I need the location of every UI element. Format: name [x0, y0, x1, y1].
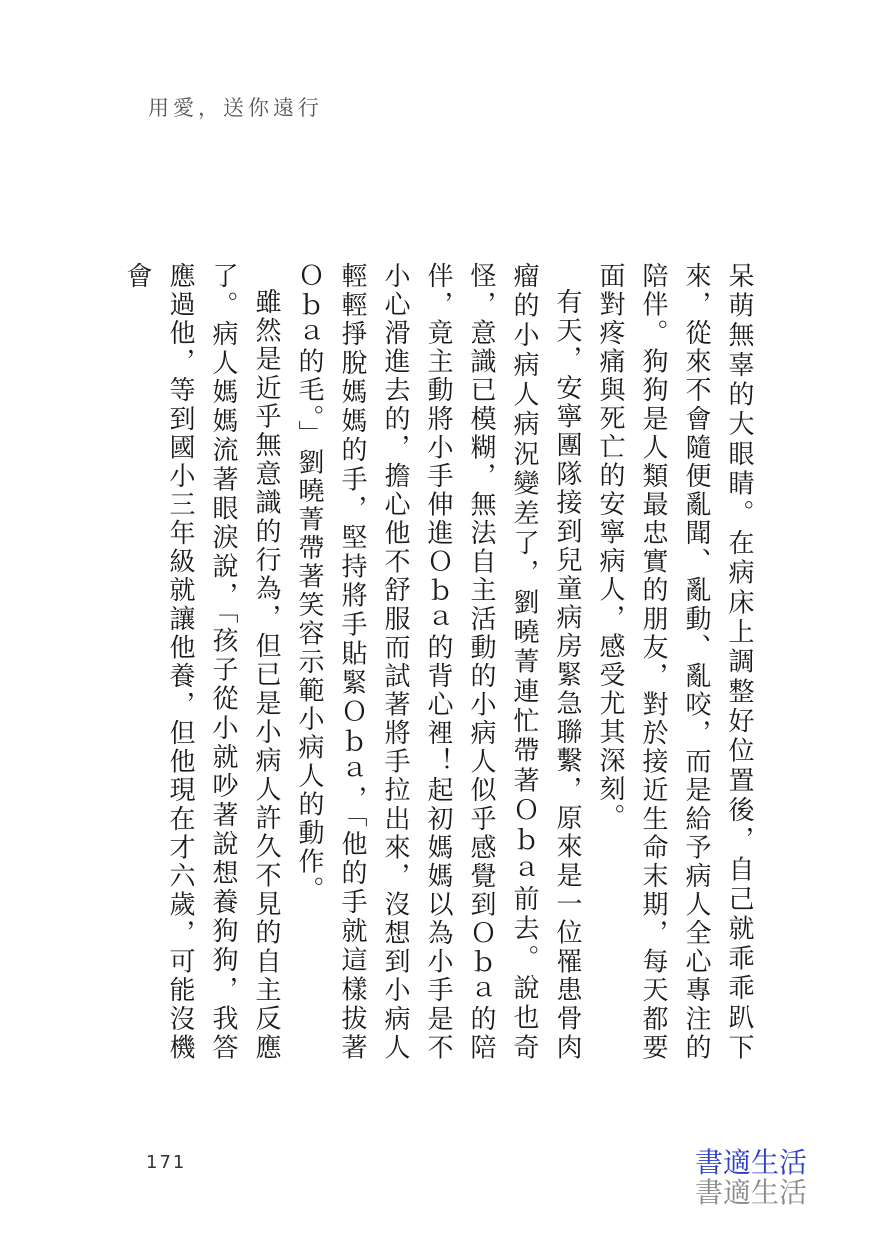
page-number: 171	[146, 1152, 187, 1173]
watermark-line: 書適生活	[695, 1146, 808, 1179]
body-text	[122, 262, 760, 1062]
watermark-line: 書適生活	[695, 1176, 808, 1209]
paragraph: 有天，安寧團隊接到兒童病房緊急聯繫，原來是一位罹患骨肉瘤的小病人病況變差了，劉曉菁連忙帶著Ｏｂａ前去。說也奇怪，意識已模糊，無法自主活動的小病人似乎感覺到Ｏｂａ的陪伴，竟主動將小手伸進Ｏｂａ的背心裡！起初媽媽以為小手是不小心滑進去的，擔心他不舒服而試著將手拉出來，沒想到小病人輕輕掙脫媽媽的手，堅持將手貼緊Ｏｂａ，「他的手就這樣拔著Ｏｂａ的毛。」劉曉菁帶著笑容示範小病人的動作。	[294, 262, 582, 1062]
publisher-watermark	[695, 1148, 807, 1208]
running-head-title: 用愛，送你遠行	[148, 96, 323, 120]
paragraph: 雖然是近乎無意識的行為，但已是小病人許久不見的自主反應了。病人媽媽流著眼淚說，「孩子從小就吵著說想養狗狗，我答應過他，等到國小三年級就讓他養，但他現在才六歲，可能沒機會	[122, 262, 281, 1062]
paragraph: 呆萌無辜的大眼睛。在病床上調整好位置後，自己就乖乖趴下來，從來不會隨便亂聞、亂動、亂咬，而是給予病人全心專注的陪伴。狗狗是人類最忠實的朋友，對於接近生命末期，每天都要面對疼痛與死亡的安寧病人，感受尤其深刻。	[595, 262, 754, 1062]
